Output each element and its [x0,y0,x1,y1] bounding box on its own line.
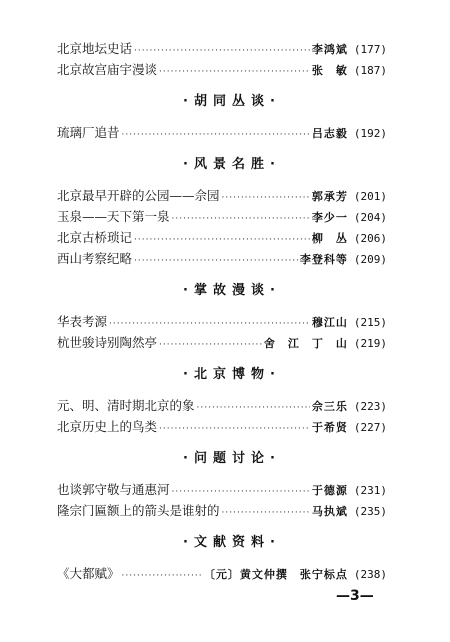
toc-section [57,155,387,269]
entry-title: 《大都赋》 [57,566,120,581]
entry-page: (204) [353,211,387,224]
entry-author: 马执斌 [311,505,348,518]
section-heading: ·掌故漫谈· [183,283,281,298]
entry-author: 李鸿斌 [311,43,348,56]
entry-page: (177) [353,43,387,56]
dot-leader [122,125,310,146]
toc-entry [57,500,387,521]
toc-entry [57,479,387,500]
entry-page: (201) [353,190,387,203]
entry-title: 北京最早开辟的公园——佘园 [57,188,220,203]
section-heading: ·北京博物· [183,367,281,382]
toc-section [57,92,387,143]
entry-title: 华表考源 [57,314,108,329]
entry-title: 琉璃厂追昔 [57,125,120,140]
dot-leader [159,335,262,356]
entry-title: 也谈郭守敬与通惠河 [57,482,170,497]
toc-entry [57,59,387,80]
entry-author: 郭承芳 [311,190,348,203]
toc-entry [57,248,387,269]
dot-leader [134,230,310,251]
toc-entry [57,311,387,332]
entry-title: 北京地坛史话 [57,41,133,56]
entry-author: 于希贤 [311,421,348,434]
toc-entry [57,332,387,353]
toc-section [57,281,387,353]
entry-title: 北京古桥琐记 [57,230,133,245]
entry-title: 北京历史上的鸟类 [57,419,158,434]
entry-page: (187) [353,64,387,77]
entry-title: 元、明、清时期北京的象 [57,398,195,413]
entry-page: (215) [353,316,387,329]
entry-author: 柳 丛 [311,232,348,245]
dot-leader [172,209,310,230]
section-heading: ·胡同丛谈· [183,94,281,109]
section-heading: ·文献资料· [183,535,281,550]
entry-page: (231) [353,484,387,497]
page-number: —3— [336,588,374,604]
section-heading: ·问题讨论· [183,451,281,466]
dot-leader [122,566,202,587]
entry-author: 于德源 [311,484,348,497]
entry-author: 李登科等 [299,253,348,266]
entry-page: (209) [353,253,387,266]
entry-title: 隆宗门匾额上的箭头是谁射的 [57,503,220,518]
entry-author: 〔元〕黄文仲撰 张宁标点 [203,568,348,581]
toc-entry [57,185,387,206]
entry-page: (235) [353,505,387,518]
toc-entry [57,416,387,437]
dot-leader [222,188,310,209]
entry-page: (227) [353,421,387,434]
dot-leader [134,41,310,62]
entry-author: 李少一 [311,211,348,224]
entry-page: (223) [353,400,387,413]
table-of-contents [57,38,387,584]
dot-leader [159,62,310,83]
section-heading: ·风景名胜· [183,157,281,172]
entry-page: (238) [353,568,387,581]
entry-title: 玉泉——天下第一泉 [57,209,170,224]
toc-entry [57,206,387,227]
toc-entry [57,38,387,59]
toc-section [57,449,387,521]
entry-author: 张 敏 [311,64,348,77]
toc-entry [57,227,387,248]
entry-title: 北京故宫庙宇漫谈 [57,62,158,77]
entry-title: 杭世骏诗别陶然亭 [57,335,158,350]
entry-page: (219) [353,337,387,350]
entry-author: 穆江山 [311,316,348,329]
toc-section [57,533,387,584]
dot-leader [134,251,298,272]
dot-leader [159,419,310,440]
toc-section [57,38,387,80]
toc-section [57,365,387,437]
dot-leader [222,503,310,524]
entry-title: 西山考察纪略 [57,251,133,266]
entry-page: (206) [353,232,387,245]
dot-leader [197,398,310,419]
entry-author: 吕志毅 [311,127,348,140]
toc-entry [57,395,387,416]
entry-author: 佘三乐 [311,400,348,413]
entry-author: 舍 江 丁 山 [263,337,348,350]
entry-page: (192) [353,127,387,140]
toc-entry [57,563,387,584]
toc-entry [57,122,387,143]
